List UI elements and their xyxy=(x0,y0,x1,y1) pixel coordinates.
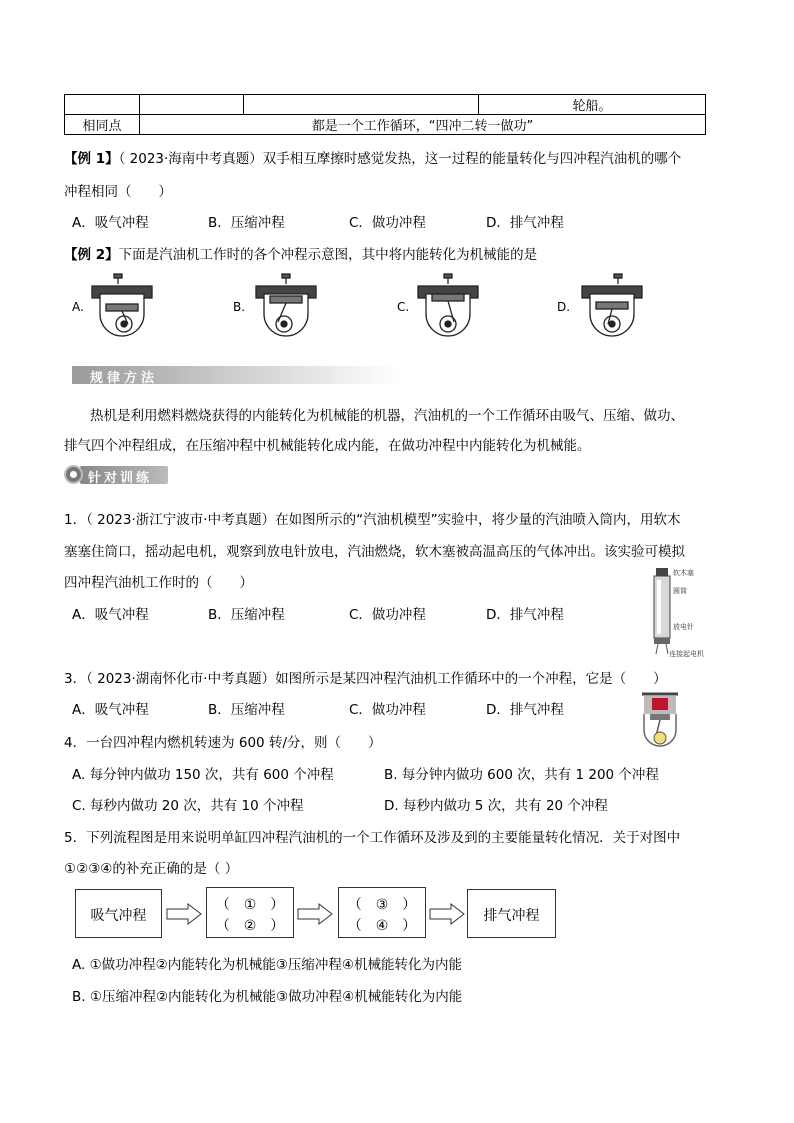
figure-label-a: A. xyxy=(72,300,84,314)
q1-line2: 塞塞住筒口，摇动起电机，观察到放电针放电，汽油燃烧，软木塞被高温高压的气体冲出。该实验可模拟 xyxy=(64,544,685,560)
flow-box-3 xyxy=(338,887,426,938)
option-d: D．排气冲程 xyxy=(486,607,564,623)
option-a: A．吸气冲程 xyxy=(72,702,149,718)
option-b: B．压缩冲程 xyxy=(208,607,285,623)
engine-diagram-q3 xyxy=(632,688,688,758)
table-row xyxy=(65,115,706,135)
example-2-question xyxy=(64,243,537,263)
table-row-label: 相同点 xyxy=(65,115,140,135)
example-1-question xyxy=(64,147,681,167)
engine-diagram-c xyxy=(414,272,482,342)
table-cell: 轮船。 xyxy=(479,95,706,115)
q4-line1: 4．一台四冲程内燃机转速为 600 转/分，则（ ） xyxy=(64,735,382,751)
q5-line1: 5．下列流程图是用来说明单缸四冲程汽油机的一个工作循环及涉及到的主要能量转化情况．关于对图中 xyxy=(64,830,681,846)
figure-label-d: D. xyxy=(557,300,571,314)
example-1-tag: 【例 1】 xyxy=(64,151,119,167)
figure-label-b: B. xyxy=(233,300,246,314)
flow-arrow-icon xyxy=(429,903,465,925)
method-line2: 排气四个冲程组成，在压缩冲程中机械能转化成内能，在做功冲程中内能转化为机械能。 xyxy=(64,438,591,454)
option-c: C．做功冲程 xyxy=(349,607,426,623)
engine-diagram-d xyxy=(578,272,646,342)
option-c: C．做功冲程 xyxy=(349,215,426,231)
flow-box-2-top: （ ① ） xyxy=(215,897,285,913)
example-2-tag: 【例 2】 xyxy=(64,247,119,263)
q3-line1: 3．（ 2023·湖南怀化市·中考真题）如图所示是某四冲程汽油机工作循环中的一个冲程，它是（ ） xyxy=(64,671,667,687)
engine-diagram-a xyxy=(88,272,156,342)
option-b: B. ①压缩冲程②内能转化为机械能③做功冲程④机械能转化为内能 xyxy=(72,989,463,1005)
option-d: D．排气冲程 xyxy=(486,215,564,231)
label-cork: 软木塞 xyxy=(673,569,694,577)
cylinder-figure xyxy=(648,568,678,656)
training-badge xyxy=(64,464,168,486)
option-c: C. 每秒内做功 20 次，共有 10 个冲程 xyxy=(72,798,304,814)
example-1-line2: 冲程相同（ ） xyxy=(64,184,172,200)
table-row xyxy=(65,95,706,115)
training-bar xyxy=(80,466,168,484)
figure-label-c: C. xyxy=(397,300,410,314)
flow-arrow-icon xyxy=(166,903,202,925)
example-1-line1: （ 2023·海南中考真题）双手相互摩擦时感觉发热，这一过程的能量转化与四冲程汽油机的哪个 xyxy=(118,151,682,167)
table-cell: 都是一个工作循环，“四冲二转一做功” xyxy=(140,115,706,135)
option-d: D．排气冲程 xyxy=(486,702,564,718)
table-cell xyxy=(244,95,479,115)
target-icon xyxy=(64,465,83,484)
flow-box-3-top: （ ③ ） xyxy=(347,897,417,913)
flow-box-exhaust-label: 排气冲程 xyxy=(483,908,540,924)
option-a: A. 每分钟内做功 150 次，共有 600 个冲程 xyxy=(72,767,334,783)
label-cylinder: 圆筒 xyxy=(673,587,687,595)
method-line1: 热机是利用燃料燃烧获得的内能转化为机械能的机器，汽油机的一个工作循环由吸气、压缩、做功、 xyxy=(90,408,684,424)
flow-arrow-icon xyxy=(297,903,333,925)
flow-box-2-bottom: （ ② ） xyxy=(215,918,285,934)
flow-box-intake xyxy=(75,889,162,938)
engine-diagram-b xyxy=(252,272,320,342)
comparison-table xyxy=(64,94,706,135)
option-b: B．压缩冲程 xyxy=(208,702,285,718)
q1-line3: 四冲程汽油机工作时的（ ） xyxy=(64,575,253,591)
training-title: 针对训练 xyxy=(88,471,153,486)
flow-box-intake-label: 吸气冲程 xyxy=(90,908,147,924)
method-banner xyxy=(72,366,398,384)
q5-line2: ①②③④的补充正确的是（ ） xyxy=(64,861,239,877)
method-title: 规律方法 xyxy=(90,371,159,386)
example-2-text: 下面是汽油机工作时的各个冲程示意图，其中将内能转化为机械能的是 xyxy=(118,247,538,263)
option-a: A. ①做功冲程②内能转化为机械能③压缩冲程④机械能转化为内能 xyxy=(72,957,462,973)
label-spark: 放电针 xyxy=(673,623,694,631)
option-a: A．吸气冲程 xyxy=(72,215,149,231)
flow-box-2 xyxy=(206,887,294,938)
table-cell xyxy=(140,95,244,115)
q1-line1: 1．（ 2023·浙江宁波市·中考真题）在如图所示的“汽油机模型”实验中，将少量的汽油喷入筒内，用软木 xyxy=(64,512,681,528)
option-c: C．做功冲程 xyxy=(349,702,426,718)
flow-box-3-bottom: （ ④ ） xyxy=(347,918,417,934)
option-a: A．吸气冲程 xyxy=(72,607,149,623)
option-b: B. 每分钟内做功 600 次，共有 1 200 个冲程 xyxy=(384,767,659,783)
option-b: B．压缩冲程 xyxy=(208,215,285,231)
flow-box-exhaust xyxy=(467,889,556,938)
table-cell xyxy=(65,95,140,115)
option-d: D. 每秒内做功 5 次，共有 20 个冲程 xyxy=(384,798,608,814)
label-generator: 连接起电机 xyxy=(669,650,704,658)
